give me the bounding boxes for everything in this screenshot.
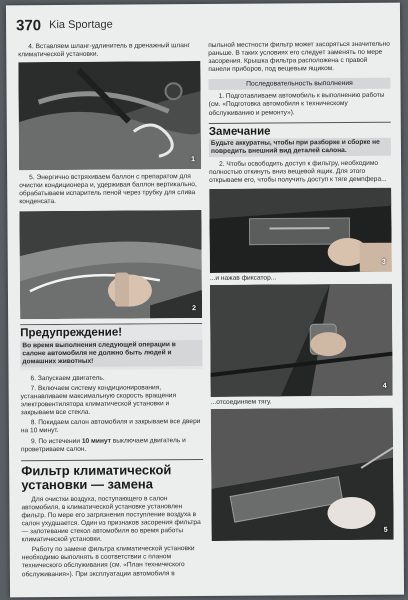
left-column bbox=[18, 42, 204, 579]
photo-cleaner-spray bbox=[19, 210, 202, 319]
page-number: 370 bbox=[16, 16, 42, 34]
photo-number-1: 1 bbox=[191, 156, 196, 164]
step-8-text: 8. Покидаем салон автомобиля и закрываем все двери на 10 минут. bbox=[20, 418, 201, 435]
photo-filter-cover bbox=[211, 408, 394, 541]
photo-latch bbox=[210, 284, 393, 397]
photo-number-2: 2 bbox=[192, 304, 197, 312]
section-para-1: Для очистки воздуха, поступающего в салон автомобиля, в климатической установке установлен фильтр. По мере его загрязнения поступление воздуха в салон ухудшается. Один из признаков засорения фильтра — запотевание стекол автомобиля во время работы климатической установки. bbox=[21, 494, 201, 544]
warning-title: Предупреждение! bbox=[20, 326, 123, 339]
step-5-text: 5. Энергично встряхиваем баллон с препаратом для очистки кондиционера и, удерживая баллон вертикально, обрабатываем испаритель пеной через трубку для слива конденсата. bbox=[19, 173, 197, 206]
caption-1: ...и нажав фиксатор... bbox=[209, 274, 277, 283]
step-7-text: 7. Включаем систему кондиционирования, устанавливаем максимальную скорость вращения электровентилятора климатической установки и закрываем все стекла. bbox=[20, 384, 177, 417]
right-column bbox=[208, 41, 393, 541]
photo-number-4: 4 bbox=[382, 382, 387, 390]
step-6-text: 6. Запускаем двигатель. bbox=[30, 374, 105, 383]
book-title: Kia Sportage bbox=[49, 18, 113, 32]
section-title: Фильтр климатической установки — замена bbox=[21, 461, 172, 492]
right-step-2: 2. Чтобы освободить доступ к фильтру, необходимо полностью откинуть вниз вещевой ящик. Для этого открываем его, чтобы получить доступ к тяге демпфера... bbox=[209, 159, 387, 184]
photo-drain-hose bbox=[18, 61, 201, 170]
sequence-label: Последовательность выполнения bbox=[208, 78, 390, 90]
note-title: Замечание bbox=[208, 125, 271, 138]
photo-number-3: 3 bbox=[381, 258, 386, 266]
manual-page bbox=[6, 3, 404, 598]
photo-number-5: 5 bbox=[383, 526, 388, 534]
section-para-2: Работу по замене фильтра климатической установки необходимо выполнять в соответствии с планом технического обслуживания (см. «План технического обслуживания»). При эксплуатации автомобиля в bbox=[21, 545, 195, 578]
intro-text: пыльной местности фильтр может засоряться значительно раньше. В таких условиях его следует заменять по мере засорения. Крышка фильтра расположена с правой панели приборов, под вещевым ящиком. bbox=[208, 40, 390, 74]
page-header bbox=[16, 17, 113, 34]
warning-block bbox=[20, 324, 202, 371]
right-step-1: 1. Подготавливаем автомобиль к выполнению работы (см. «Подготовка автомобиля к техническому обслуживанию и ремонту»). bbox=[208, 92, 385, 117]
caption-2: ...отсоединяем тягу. bbox=[210, 398, 272, 407]
warning-text: Во время выполнения следующей операции в салоне автомобиля не должно быть людей и домашних животных! bbox=[20, 340, 202, 368]
photo-glovebox-damper bbox=[209, 188, 392, 273]
note-text: Будьте аккуратны, чтобы при разборке и сборке не повредить внешний вид деталей салона. bbox=[209, 137, 391, 156]
step-9-text: 9. По истечении 10 минут выключаем двигатель и проветриваем салон. bbox=[21, 436, 186, 453]
step-4-text: 4. Вставляем шланг-удлинитель в дренажный шланг климатической установки. bbox=[18, 42, 191, 59]
